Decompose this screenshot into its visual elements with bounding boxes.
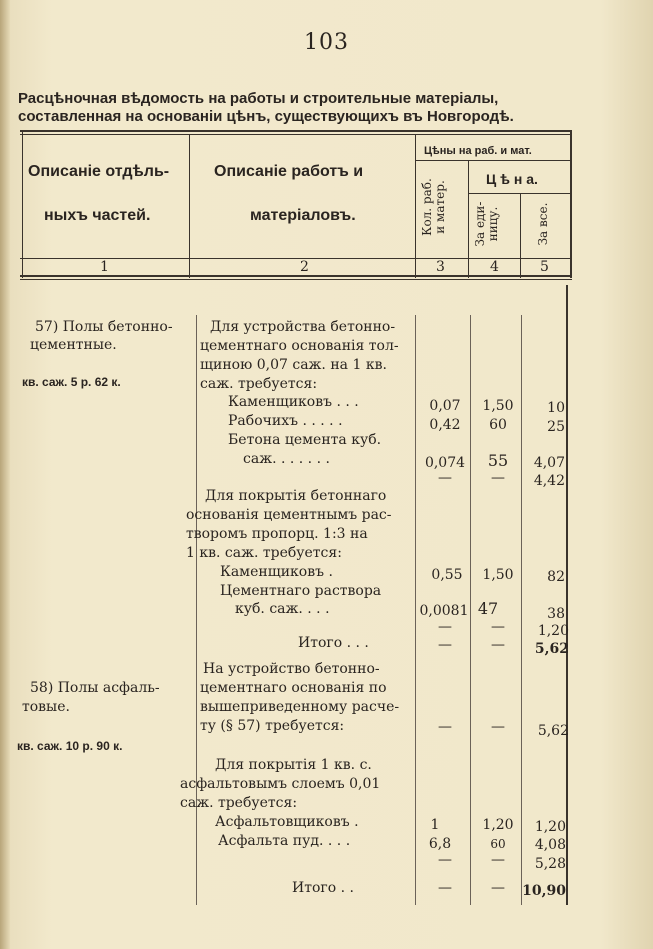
header-unit-line1: За еди- [473, 201, 487, 247]
header-col2-line1: Описаніе работъ и [214, 163, 364, 180]
col-number-1: 1 [100, 259, 109, 275]
row-5-total: 82 [547, 569, 565, 585]
row-3-qty: 0,074 [424, 455, 466, 471]
row-10-qty: 1 [430, 817, 440, 833]
itogo-58-label: Итого . . [292, 880, 354, 896]
header-qty-line1: Кол. раб. [420, 178, 434, 236]
col-number-4: 4 [490, 259, 499, 275]
row-4-total: 4,42 [533, 473, 565, 489]
row-4-qty: — [438, 470, 452, 486]
row-12-qty: — [438, 852, 452, 868]
row-11-qty: 6,8 [428, 836, 452, 852]
header-unit-price [474, 196, 500, 252]
item-58-desc-a-2: цементнаго основанія по [200, 680, 387, 696]
row-1-qty: 0,07 [429, 398, 461, 414]
row-6-name-2: куб. саж. . . . [235, 601, 330, 617]
item-58-desc-b-2: асфальтовымъ слоемъ 0,01 [180, 776, 381, 792]
row-6-name-1: Цементнаго раствора [220, 583, 382, 599]
table-caption [18, 90, 588, 126]
row-9-unit: — [491, 719, 505, 735]
item-57-title-2: цементные. [30, 337, 117, 353]
item-58-desc-a-3: вышеприведенному расче- [200, 699, 400, 715]
header-qty-line2: и матер. [433, 180, 447, 234]
row-3-total: 4,07 [533, 455, 565, 471]
caption-line-2: составленная на основаніи цѣнъ, существующихъ въ Новгородѣ. [18, 108, 514, 125]
header-qty-label [421, 162, 447, 252]
body-divider-col4 [521, 315, 522, 905]
item-57-rate: кв. саж. 5 р. 62 к. [22, 375, 121, 389]
body-right-border [566, 285, 568, 905]
right-border [570, 132, 572, 278]
row-2-total: 25 [547, 419, 565, 435]
row-3-unit: 55 [487, 451, 509, 470]
row-5-name: Каменщиковъ . [220, 564, 333, 580]
col-number-5: 5 [540, 259, 549, 275]
row-8-total: 5,62 [534, 641, 569, 657]
caption-line-1: Расцѣночная вѣдомость на работы и строительные матеріалы, [18, 90, 499, 107]
header-price-title: Ц ѣ н а. [486, 171, 538, 187]
row-7-unit: — [491, 619, 505, 635]
row-13-qty: — [438, 880, 452, 896]
col-number-2: 2 [300, 259, 309, 275]
header-unit-line2: ницу. [486, 206, 500, 242]
header-col1-line2: ныхъ частей. [44, 207, 151, 224]
row-11-unit: 60 [490, 837, 506, 851]
row-11-name: Асфальта пуд. . . . [218, 833, 351, 849]
left-border [22, 132, 23, 278]
row-9-total: 5,62 [537, 723, 569, 739]
row-13-total: 10,90 [522, 883, 566, 899]
item-57-desc-b-2: основанія цементнымъ рас- [186, 507, 392, 523]
table-top-rule-2 [20, 134, 572, 135]
row-10-unit: 1,20 [482, 817, 514, 833]
body-divider-col2 [415, 315, 416, 905]
item-57-desc-a-3: щиною 0,07 саж. на 1 кв. [200, 357, 387, 373]
item-57-desc-a-1: Для устройства бетонно- [210, 319, 396, 335]
row-10-total: 1,20 [534, 819, 566, 835]
itogo-57-label: Итого . . . [298, 635, 369, 651]
divider-col2 [415, 134, 416, 278]
row-5-qty: 0,55 [431, 567, 463, 583]
row-9-qty: — [438, 719, 452, 735]
row-2-unit: 60 [489, 417, 507, 433]
item-57-desc-b-4: 1 кв. саж. требуется: [186, 545, 342, 561]
header-prices-title: Цѣны на раб. и мат. [424, 145, 532, 157]
row-11-total: 4,08 [534, 837, 566, 853]
row-1-name: Каменщиковъ . . . [228, 394, 359, 410]
divider-col4 [520, 193, 521, 278]
item-58-desc-a-4: ту (§ 57) требуется: [200, 718, 345, 734]
item-57-desc-b-1: Для покрытія бетоннаго [205, 488, 387, 504]
header-total-line: За все. [536, 202, 550, 246]
item-58-desc-a-1: На устройство бетонно- [203, 661, 380, 677]
header-total-price [537, 196, 550, 252]
row-1-total: 10 [547, 400, 565, 416]
row-1-unit: 1,50 [482, 398, 514, 414]
divider-col3 [468, 160, 469, 278]
row-2-qty: 0,42 [429, 417, 461, 433]
header-col1-line1: Описаніе отдѣль- [28, 163, 170, 180]
item-57-title-1: 57) Полы бетонно- [35, 319, 173, 335]
row-8-qty: — [438, 637, 452, 653]
prices-header-rule [415, 160, 572, 161]
page-number: 103 [304, 30, 349, 55]
col-number-3: 3 [436, 259, 445, 275]
body-divider-col1 [196, 315, 197, 905]
row-12-unit: — [491, 852, 505, 868]
item-57-desc-b-3: творомъ пропорц. 1:3 на [186, 526, 368, 542]
row-10-name: Асфальтовщиковъ . [215, 814, 359, 830]
item-58-title-1: 58) Полы асфаль- [30, 680, 160, 696]
item-57-desc-a-4: саж. требуется: [200, 376, 318, 392]
item-57-desc-a-2: цементнаго основанія тол- [200, 338, 399, 354]
table-top-rule [20, 130, 572, 132]
row-4-unit: — [491, 470, 505, 486]
item-58-rate: кв. саж. 10 р. 90 к. [17, 739, 123, 753]
row-3-name-1: Бетона цемента куб. [228, 432, 382, 448]
item-58-desc-b-3: саж. требуется: [180, 795, 298, 811]
row-6-total: 38 [547, 606, 565, 622]
row-3-name-2: саж. . . . . . . [243, 451, 330, 467]
row-7-qty: — [438, 619, 452, 635]
row-13-unit: — [491, 880, 505, 896]
row-2-name: Рабочихъ . . . . . [228, 413, 343, 429]
item-58-desc-b-1: Для покрытія 1 кв. с. [215, 757, 372, 773]
column-number-rule-2 [20, 279, 572, 280]
row-5-unit: 1,50 [482, 567, 514, 583]
row-7-total: 1,20 [537, 623, 569, 639]
row-12-total: 5,28 [534, 856, 566, 872]
row-6-qty: 0,0081 [419, 603, 469, 619]
page-spine-shadow [0, 0, 10, 949]
header-col2-line2: матеріаловъ. [250, 207, 356, 224]
row-8-unit: — [491, 637, 505, 653]
row-6-unit: 47 [477, 599, 499, 618]
item-58-title-2: товые. [22, 699, 70, 715]
divider-col1 [189, 134, 190, 278]
